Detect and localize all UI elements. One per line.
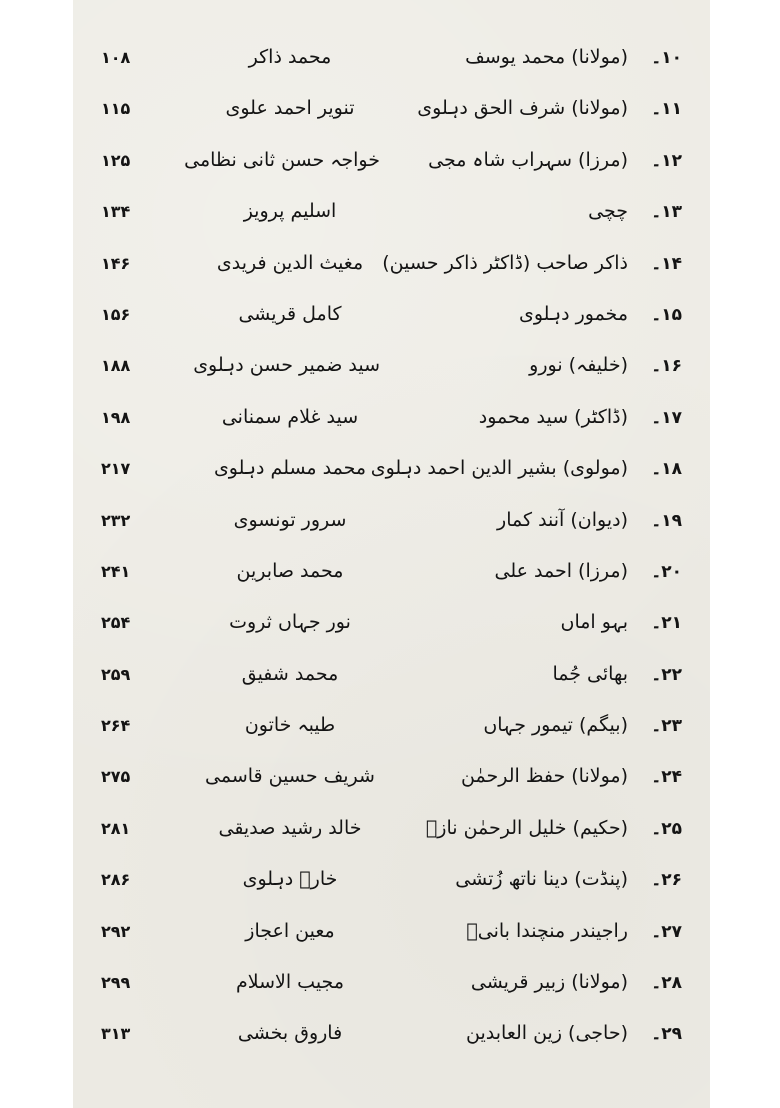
entry-author: مجیب الاسلام — [235, 971, 344, 994]
entry-page-number: ۱۳۴ — [101, 202, 131, 222]
entry-page-number: ۱۱۵ — [101, 99, 131, 119]
entry-author: نور جہاں ثروت — [229, 611, 351, 634]
entry-page-number: ۲۹۲ — [101, 921, 131, 941]
entry-serial: ۲۹۔ — [651, 1024, 682, 1045]
entry-page-number: ۱۲۵ — [101, 150, 131, 170]
toc-entry — [73, 44, 710, 95]
book-page — [73, 0, 710, 1108]
toc-entry — [73, 250, 710, 301]
entry-title: (مولوی) بشیر الدین احمد دہلوی — [370, 457, 628, 480]
entry-title: بھائی جُما — [552, 662, 628, 685]
entry-author: طیبہ خاتون — [244, 714, 336, 737]
entry-title: بہو اماں — [560, 611, 628, 634]
toc-entry — [73, 712, 710, 763]
entry-serial: ۱۰۔ — [651, 48, 682, 68]
toc-entry — [73, 609, 710, 660]
entry-title: ذاکر صاحب (ڈاکٹر ذاکر حسین) — [382, 251, 628, 274]
toc-entry — [73, 507, 710, 558]
entry-page-number: ۲۳۲ — [101, 510, 131, 530]
entry-title: مخمور دہلوی — [518, 302, 628, 325]
entry-page-number: ۱۸۸ — [101, 356, 131, 376]
toc-entry — [73, 404, 710, 455]
entry-serial: ۲۲۔ — [651, 664, 682, 685]
entry-author: محمد شفیق — [241, 662, 339, 685]
entry-serial: ۱۲۔ — [651, 150, 682, 171]
entry-title: (مولانا) حفظ الرحمٰن — [461, 765, 628, 788]
entry-author: تنویر احمد علوی — [225, 97, 355, 120]
toc-entry — [73, 918, 710, 969]
entry-serial: ۲۸۔ — [651, 973, 682, 994]
entry-author: اسلیم پرویز — [243, 200, 337, 223]
entry-author: خواجہ حسن ثانی نظامی — [184, 148, 380, 171]
entry-title: (بیگم) تیمور جہاں — [483, 714, 628, 737]
toc-entry — [73, 95, 710, 146]
entry-title: (مرزا) سہراب شاہ مجی — [428, 148, 628, 171]
entry-serial: ۱۴۔ — [651, 253, 682, 274]
toc-entry — [73, 558, 710, 609]
toc-entry — [73, 866, 710, 917]
entry-title: (دیوان) آنند کمار — [497, 508, 628, 531]
entry-page-number: ۲۷۵ — [101, 767, 131, 787]
entry-author: معین اعجاز — [245, 919, 335, 942]
toc-entry — [73, 198, 710, 249]
entry-author: محمد مسلم دہلوی — [213, 457, 367, 480]
entry-title: (خلیفہ) نورو — [529, 354, 628, 377]
entry-page-number: ۲۹۹ — [101, 973, 131, 993]
entry-page-number: ۱۵۶ — [101, 304, 131, 324]
entry-title: (مولانا) زبیر قریشی — [470, 971, 628, 994]
toc-entry — [73, 301, 710, 352]
entry-title: (حاجی) زین العابدین — [466, 1022, 628, 1045]
entry-author: خالد رشید صدیقی — [218, 816, 362, 839]
toc-entry — [73, 763, 710, 814]
entry-page-number: ۲۵۹ — [101, 664, 131, 684]
entry-serial: ۱۹۔ — [651, 510, 682, 531]
entry-serial: ۲۴۔ — [651, 767, 682, 788]
entry-author: مغیث الدین فریدی — [216, 251, 364, 274]
table-of-contents — [73, 44, 710, 1072]
entry-author: محمد ذاکر — [248, 46, 332, 68]
toc-entry — [73, 455, 710, 506]
entry-page-number: ۲۸۶ — [101, 870, 131, 890]
entry-title: (پنڈت) دینا ناتھ زُتشی — [455, 868, 628, 891]
toc-entry — [73, 1020, 710, 1071]
entry-serial: ۱۵۔ — [651, 304, 682, 325]
entry-author: خارؔ دہلوی — [242, 868, 338, 891]
entry-page-number: ۲۸۱ — [101, 818, 131, 838]
entry-page-number: ۲۶۴ — [101, 716, 131, 736]
entry-author: سید ضمیر حسن دہلوی — [193, 354, 380, 377]
toc-entry — [73, 352, 710, 403]
entry-page-number: ۱۹۸ — [101, 407, 131, 427]
entry-serial: ۲۷۔ — [651, 921, 682, 942]
entry-serial: ۱۳۔ — [651, 202, 682, 223]
entry-title: چچی — [588, 200, 628, 223]
toc-entry — [73, 815, 710, 866]
toc-entry — [73, 147, 710, 198]
entry-page-number: ۳۱۳ — [101, 1024, 131, 1044]
entry-author: شریف حسین قاسمی — [205, 765, 375, 788]
entry-serial: ۲۵۔ — [651, 818, 682, 839]
entry-title: (حکیم) خلیل الرحمٰن نازؔ — [425, 816, 628, 839]
entry-serial: ۲۳۔ — [651, 716, 682, 737]
entry-author: سرور تونسوی — [233, 508, 347, 531]
entry-author: سید غلام سمنانی — [221, 405, 359, 428]
toc-entry — [73, 969, 710, 1020]
entry-author: محمد صابرین — [236, 559, 344, 582]
entry-title: (ڈاکٹر) سید محمود — [478, 405, 628, 428]
entry-serial: ۱۱۔ — [651, 99, 682, 120]
entry-page-number: ۱۴۶ — [101, 253, 131, 273]
entry-serial: ۲۶۔ — [651, 870, 682, 891]
entry-serial: ۲۰۔ — [651, 561, 682, 582]
entry-title: (مولانا) محمد یوسف — [465, 46, 628, 68]
entry-page-number: ۲۱۷ — [101, 459, 131, 479]
entry-serial: ۱۷۔ — [651, 407, 682, 428]
entry-title: (مولانا) شرف الحق دہلوی — [417, 97, 628, 120]
entry-serial: ۱۸۔ — [651, 459, 682, 480]
entry-author: کامل قریشی — [238, 302, 342, 325]
entry-title: (مرزا) احمد علی — [494, 559, 628, 582]
entry-author: فاروق بخشی — [237, 1022, 343, 1045]
toc-entry — [73, 661, 710, 712]
entry-serial: ۱۶۔ — [651, 356, 682, 377]
entry-title: راجیندر منچندا بانیؔ — [466, 919, 628, 942]
entry-serial: ۲۱۔ — [651, 613, 682, 634]
entry-page-number: ۲۴۱ — [101, 561, 131, 581]
entry-page-number: ۱۰۸ — [101, 48, 131, 67]
entry-page-number: ۲۵۴ — [101, 613, 131, 633]
